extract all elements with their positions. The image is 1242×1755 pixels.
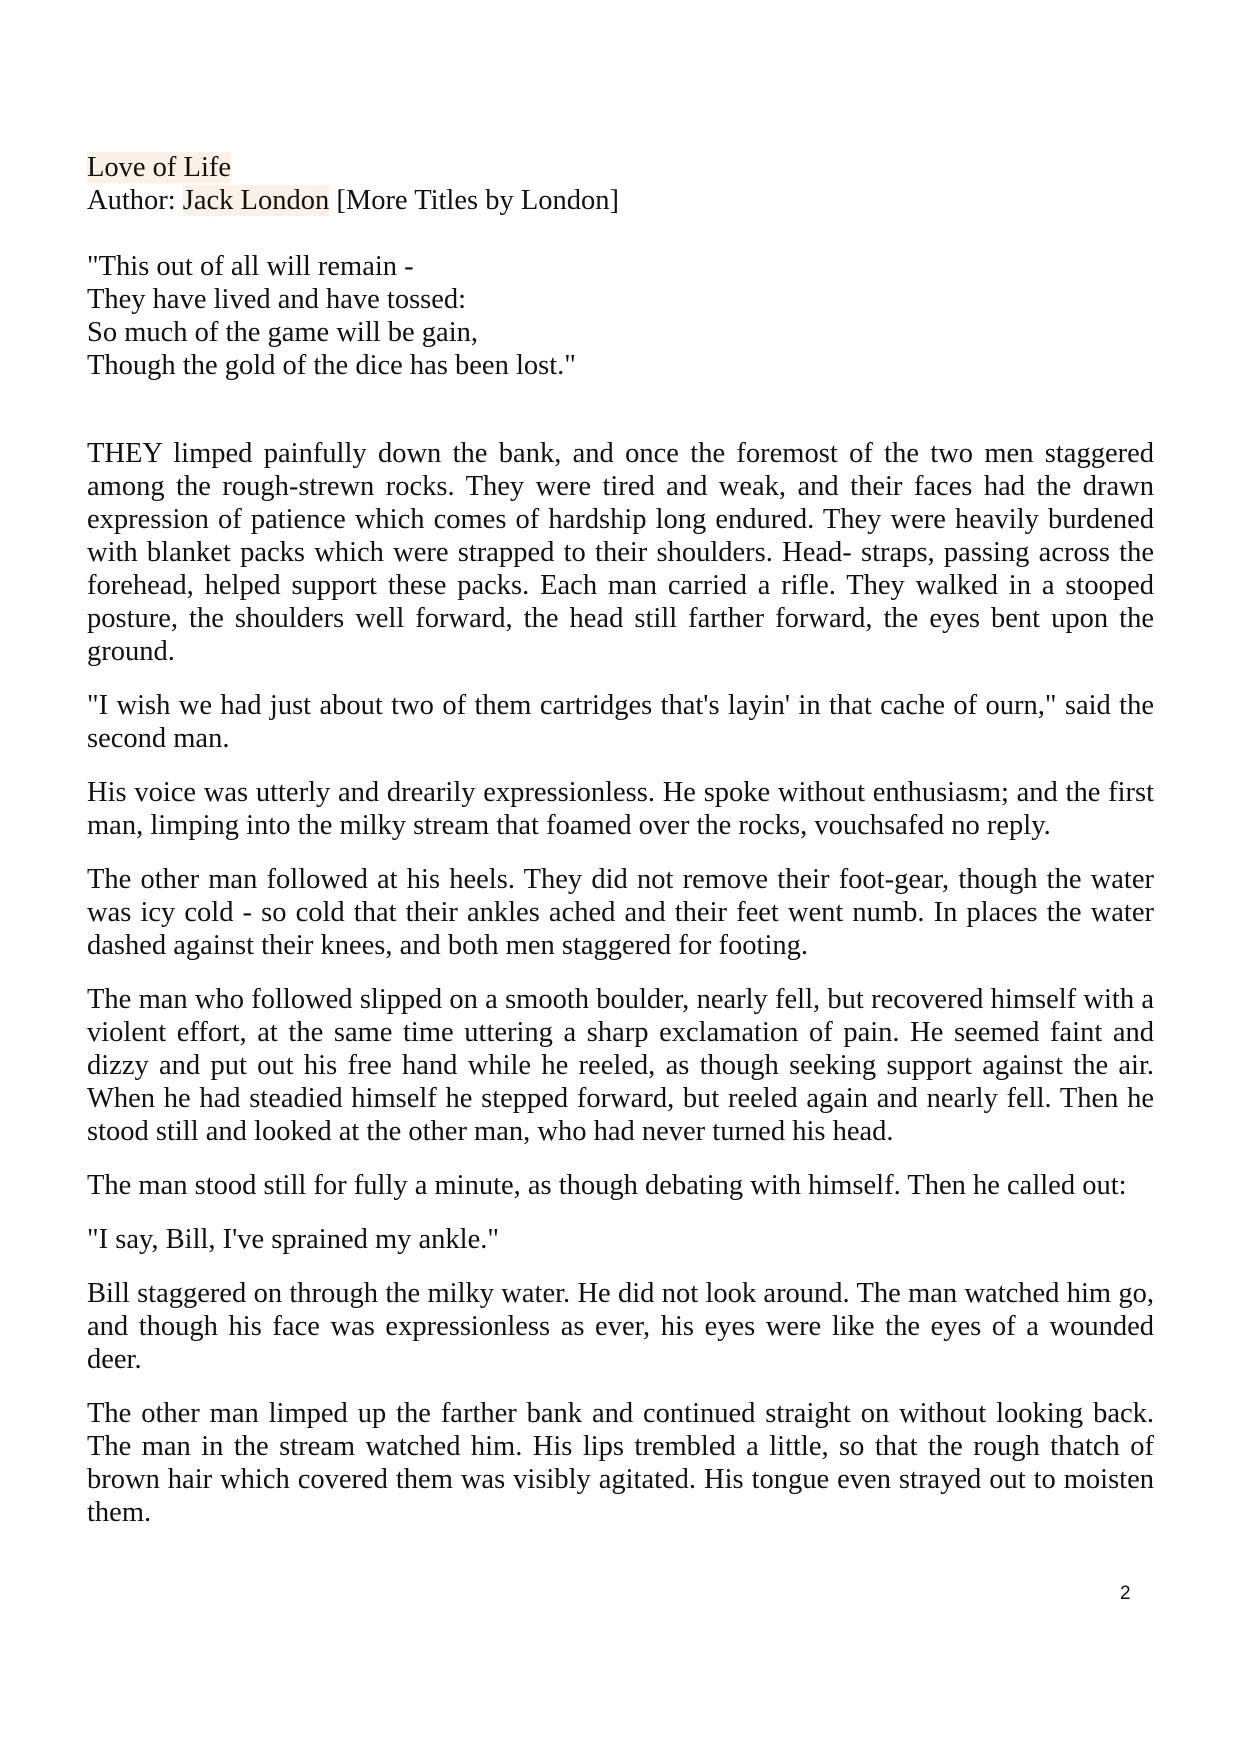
book-title-line — [87, 151, 1154, 184]
epigraph-line: So much of the game will be gain, — [87, 317, 478, 348]
paragraph: Bill staggered on through the milky water. He did not look around. The man watched him go, and though his face was expressionless as ever, his eyes were like the eyes of a wounded deer. — [87, 1278, 1154, 1375]
author-label: Author: — [87, 185, 183, 216]
epigraph-line: Though the gold of the dice has been lost." — [87, 350, 576, 381]
page-content — [87, 151, 1154, 1550]
paragraph: "I say, Bill, I've sprained my ankle." — [87, 1224, 499, 1255]
author-name-link[interactable]: Jack London — [182, 185, 330, 216]
author-line — [87, 184, 1154, 217]
page-number: 2 — [1120, 1583, 1131, 1604]
paragraph: The other man limped up the farther bank and continued straight on without looking back. The man in the stream watched him. His lips trembled a little, so that the rough thatch of brown hair which covered them was visibly agitated. His tongue even strayed out to moisten them. — [87, 1398, 1154, 1528]
more-titles-link[interactable]: [More Titles by London] — [329, 185, 619, 216]
paragraph: His voice was utterly and drearily expressionless. He spoke without enthusiasm; and the first man, limping into the milky stream that foamed over the rocks, vouchsafed no reply. — [87, 777, 1154, 841]
epigraph — [87, 250, 1154, 382]
paragraph: The man who followed slipped on a smooth boulder, nearly fell, but recovered himself with a violent effort, at the same time uttering a sharp exclamation of pain. He seemed faint and dizzy and put out his free hand while he reeled, as though seeking support against the air. When he had steadied himself he stepped forward, but reeled again and nearly fell. Then he stood still and looked at the other man, who had never turned his head. — [87, 984, 1154, 1147]
paragraph: The other man followed at his heels. They did not remove their foot-gear, though the water was icy cold - so cold that their ankles ached and their feet went numb. In places the water dashed against their knees, and both men staggered for footing. — [87, 864, 1154, 961]
story-body — [87, 437, 1154, 1529]
paragraph: The man stood still for fully a minute, as though debating with himself. Then he called out: — [87, 1170, 1127, 1201]
paragraph: THEY limped painfully down the bank, and once the foremost of the two men staggered among the rough-strewn rocks. They were tired and weak, and their faces had the drawn expression of patience which comes of hardship long endured. They were heavily burdened with blanket packs which were strapped to their shoulders. Head- straps, passing across the forehead, helped support these packs. Each man carried a rifle. They walked in a stooped posture, the shoulders well forward, the head still farther forward, the eyes bent upon the ground. — [87, 438, 1154, 667]
epigraph-line: "This out of all will remain - — [87, 251, 414, 282]
book-title: Love of Life — [87, 152, 232, 183]
paragraph: "I wish we had just about two of them cartridges that's layin' in that cache of ourn," said the second man. — [87, 690, 1154, 754]
book-header — [87, 151, 1154, 217]
epigraph-line: They have lived and have tossed: — [87, 284, 467, 315]
